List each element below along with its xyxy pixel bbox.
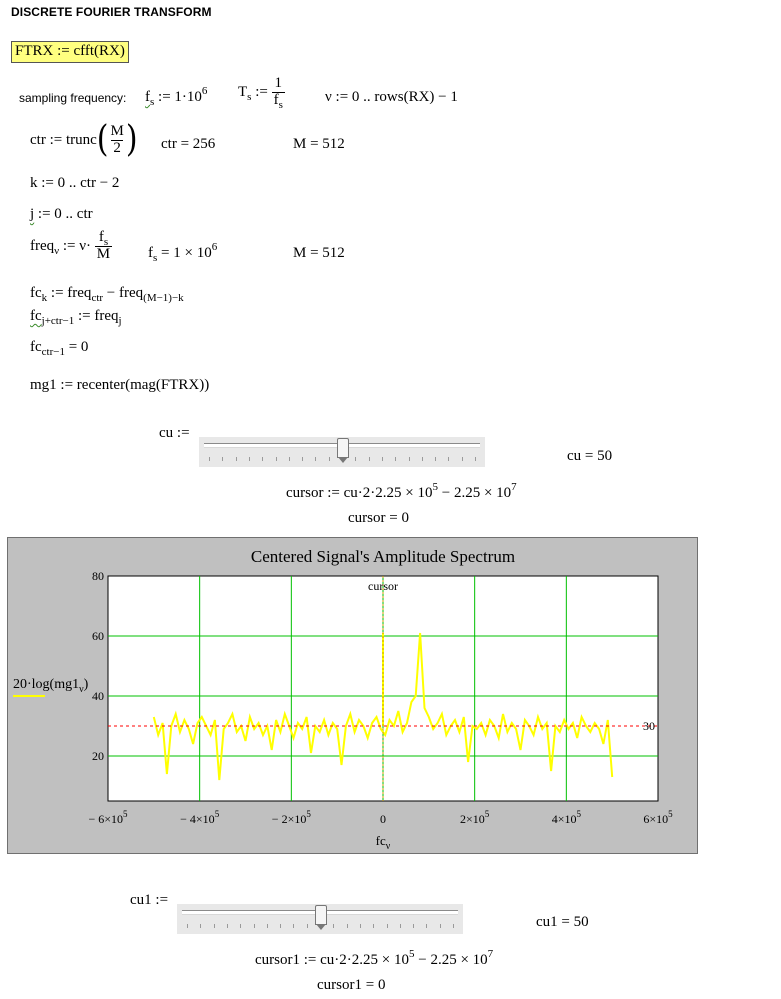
cursor-definition[interactable] xyxy=(286,481,517,502)
slider-tick xyxy=(293,924,294,928)
fs-result-exponent: 6 xyxy=(211,241,218,253)
fcctr-value: = 0 xyxy=(64,339,89,355)
fck-freq2-subscript: (M−1)−k xyxy=(143,292,184,304)
y-tick-label: 20 xyxy=(92,749,104,763)
cu1-slider-thumb[interactable] xyxy=(315,905,327,925)
freq-numerator: f xyxy=(98,229,104,245)
slider-tick xyxy=(395,457,396,461)
slider-tick xyxy=(276,457,277,461)
cu1-label: cu1 := xyxy=(130,892,169,908)
y-axis-label xyxy=(13,677,88,697)
fs-assign: := 1·10 xyxy=(154,89,202,105)
fs-symbol: f xyxy=(145,89,150,105)
ctr-denominator: 2 xyxy=(113,139,121,156)
fs-subscript: s xyxy=(150,96,155,108)
fs-exponent: 6 xyxy=(201,85,208,97)
cursor-result[interactable]: cursor = 0 xyxy=(348,510,409,526)
fcj-freq: := freq xyxy=(74,308,119,324)
slider-tick xyxy=(462,457,463,461)
cursor-expr-b: − 2.25 × 10 xyxy=(437,485,512,501)
slider-tick xyxy=(382,457,383,461)
slider-tick xyxy=(249,457,250,461)
x-tick-label: $6\times 10^5$ xyxy=(643,809,673,826)
slider-tick xyxy=(422,457,423,461)
slider-tick xyxy=(387,924,388,928)
ctr-result[interactable]: ctr = 256 xyxy=(161,136,216,152)
fs-result-symbol: f xyxy=(148,245,153,261)
spectrum-chart[interactable] xyxy=(8,538,697,853)
slider-tick xyxy=(227,924,228,928)
document-title: DISCRETE FOURIER TRANSFORM xyxy=(11,5,212,19)
x-axis-label: $fc_\nu$ xyxy=(375,833,391,852)
slider-tick xyxy=(426,924,427,928)
slider-tick xyxy=(448,457,449,461)
y-tick-label: 60 xyxy=(92,629,104,643)
sampling-frequency-label: sampling frequency: xyxy=(19,91,127,105)
ts-denominator: f xyxy=(273,91,279,108)
ts-subscript: s xyxy=(247,90,252,103)
freq-denominator: M xyxy=(96,245,111,262)
m-result[interactable]: M = 512 xyxy=(293,136,345,152)
slider-tick xyxy=(347,924,348,928)
freq-definition[interactable] xyxy=(30,230,112,263)
slider-tick xyxy=(267,924,268,928)
slider-tick xyxy=(289,457,290,461)
ctr-definition[interactable]: ctr := trunc( $\frac{M}{2}$ ) xyxy=(30,118,138,161)
slider-tick xyxy=(214,924,215,928)
slider-tick xyxy=(200,924,201,928)
mg1-definition[interactable]: mg1 := recenter(mag(FTRX)) xyxy=(30,377,210,393)
cu-slider[interactable] xyxy=(199,437,485,467)
slider-tick xyxy=(209,457,210,461)
cursor1-exp-2: 7 xyxy=(487,948,494,960)
slider-tick xyxy=(409,457,410,461)
cu1-result[interactable]: cu1 = 50 xyxy=(536,914,589,930)
slider-tick xyxy=(236,457,237,461)
x-tick-label: $4\times 10^5$ xyxy=(551,809,581,826)
ctr-fraction xyxy=(109,124,126,157)
x-tick-label: 0 xyxy=(380,812,386,826)
slider-tick xyxy=(453,924,454,928)
fck-freq1: := freq xyxy=(47,285,92,301)
nu-range-definition[interactable]: ν := 0 .. rows(RX) − 1 xyxy=(325,89,458,105)
slider-tick xyxy=(413,924,414,928)
fck-freq2: − freq xyxy=(103,285,144,301)
cursor1-expr-b: − 2.25 × 10 xyxy=(414,952,488,968)
slider-tick xyxy=(373,924,374,928)
x-tick-label: $2\times 10^5$ xyxy=(460,809,490,826)
cursor-label: cursor xyxy=(368,579,398,593)
slider-tick xyxy=(440,924,441,928)
fcctr-definition[interactable] xyxy=(30,339,88,356)
ts-numerator: 1 xyxy=(274,75,282,91)
cu-label: cu := xyxy=(159,425,190,441)
chart-title: Centered Signal's Amplitude Spectrum xyxy=(250,547,516,566)
slider-tick xyxy=(254,924,255,928)
slider-tick xyxy=(240,924,241,928)
fs-result-subscript: s xyxy=(153,252,158,264)
cu-result[interactable]: cu = 50 xyxy=(567,448,613,464)
slider-tick xyxy=(280,924,281,928)
cursor-exp-2: 7 xyxy=(511,481,517,493)
ts-assign: := xyxy=(251,83,272,100)
fcj-subscript: j+ctr−1 xyxy=(41,315,75,327)
fcctr-subscript: ctr−1 xyxy=(41,346,65,358)
slider-tick xyxy=(355,457,356,461)
ts-fraction xyxy=(272,76,285,109)
spectrum-plot[interactable] xyxy=(7,537,698,854)
slider-tick xyxy=(360,924,361,928)
freq-fraction xyxy=(95,230,112,263)
y-tick-label: 80 xyxy=(92,569,104,583)
k-range-definition[interactable]: k := 0 .. ctr − 2 xyxy=(30,175,120,191)
slider-tick xyxy=(329,457,330,461)
freq-numerator-subscript: s xyxy=(103,236,109,248)
cursor1-exp-1: 5 xyxy=(408,948,415,960)
j-range-definition[interactable] xyxy=(30,206,93,223)
m-result-2[interactable]: M = 512 xyxy=(293,245,345,261)
fs-result-value: = 1 × 10 xyxy=(157,245,212,261)
slider-tick xyxy=(435,457,436,461)
freq-subscript: ν xyxy=(54,244,60,257)
j-symbol: j xyxy=(30,206,35,222)
slider-tick xyxy=(222,457,223,461)
slider-tick xyxy=(369,457,370,461)
legend-swatch xyxy=(13,695,45,697)
y-tick-label: 40 xyxy=(92,689,104,703)
fs-result[interactable] xyxy=(148,241,218,264)
cursor1-result[interactable]: cursor1 = 0 xyxy=(317,977,386,993)
fck-symbol: fc xyxy=(30,285,42,301)
ts-denominator-subscript: s xyxy=(278,98,283,111)
cu1-slider[interactable] xyxy=(177,904,463,934)
slider-tick xyxy=(333,924,334,928)
ftrx-definition[interactable]: FTRX := cfft(RX) xyxy=(11,41,129,63)
ts-definition[interactable] xyxy=(238,76,285,109)
slider-tick xyxy=(302,457,303,461)
threshold-label: 30 xyxy=(643,719,655,733)
slider-tick xyxy=(307,924,308,928)
fcj-freq-subscript: j xyxy=(118,315,122,327)
fcj-symbol: fc xyxy=(30,308,42,324)
fck-freq1-subscript: ctr xyxy=(91,292,104,304)
freq-symbol: freq xyxy=(30,237,55,254)
x-tick-label: − $2\times 10^5$ xyxy=(271,809,311,826)
slider-tick xyxy=(262,457,263,461)
cursor1-definition[interactable] xyxy=(255,948,494,969)
slider-tick xyxy=(187,924,188,928)
x-tick-label: − $4\times 10^5$ xyxy=(180,809,220,826)
fck-subscript: k xyxy=(41,292,48,304)
ctr-lhs: ctr := trunc xyxy=(30,131,97,148)
cursor1-expr-a: cursor1 := cu·2·2.25 × 10 xyxy=(255,952,409,968)
cursor-exp-1: 5 xyxy=(432,481,438,493)
slider-tick xyxy=(400,924,401,928)
slider-tick xyxy=(475,457,476,461)
cursor-expr-a: cursor := cu·2·2.25 × 10 xyxy=(286,485,433,501)
fcctr-symbol: fc xyxy=(30,339,42,355)
slider-tick xyxy=(315,457,316,461)
y-axis-label-text: $20\cdot\log(mg1_\nu)$ xyxy=(13,677,89,695)
freq-assign: := ν· xyxy=(59,237,92,254)
ctr-numerator: M xyxy=(110,123,124,139)
fck-definition[interactable] xyxy=(30,285,184,302)
cu-slider-thumb[interactable] xyxy=(337,438,349,458)
fcj-definition[interactable] xyxy=(30,308,122,325)
fs-definition[interactable] xyxy=(145,85,208,108)
j-range: := 0 .. ctr xyxy=(34,206,93,222)
ts-symbol: T xyxy=(238,83,248,100)
x-tick-label: − $6\times 10^5$ xyxy=(88,809,128,826)
